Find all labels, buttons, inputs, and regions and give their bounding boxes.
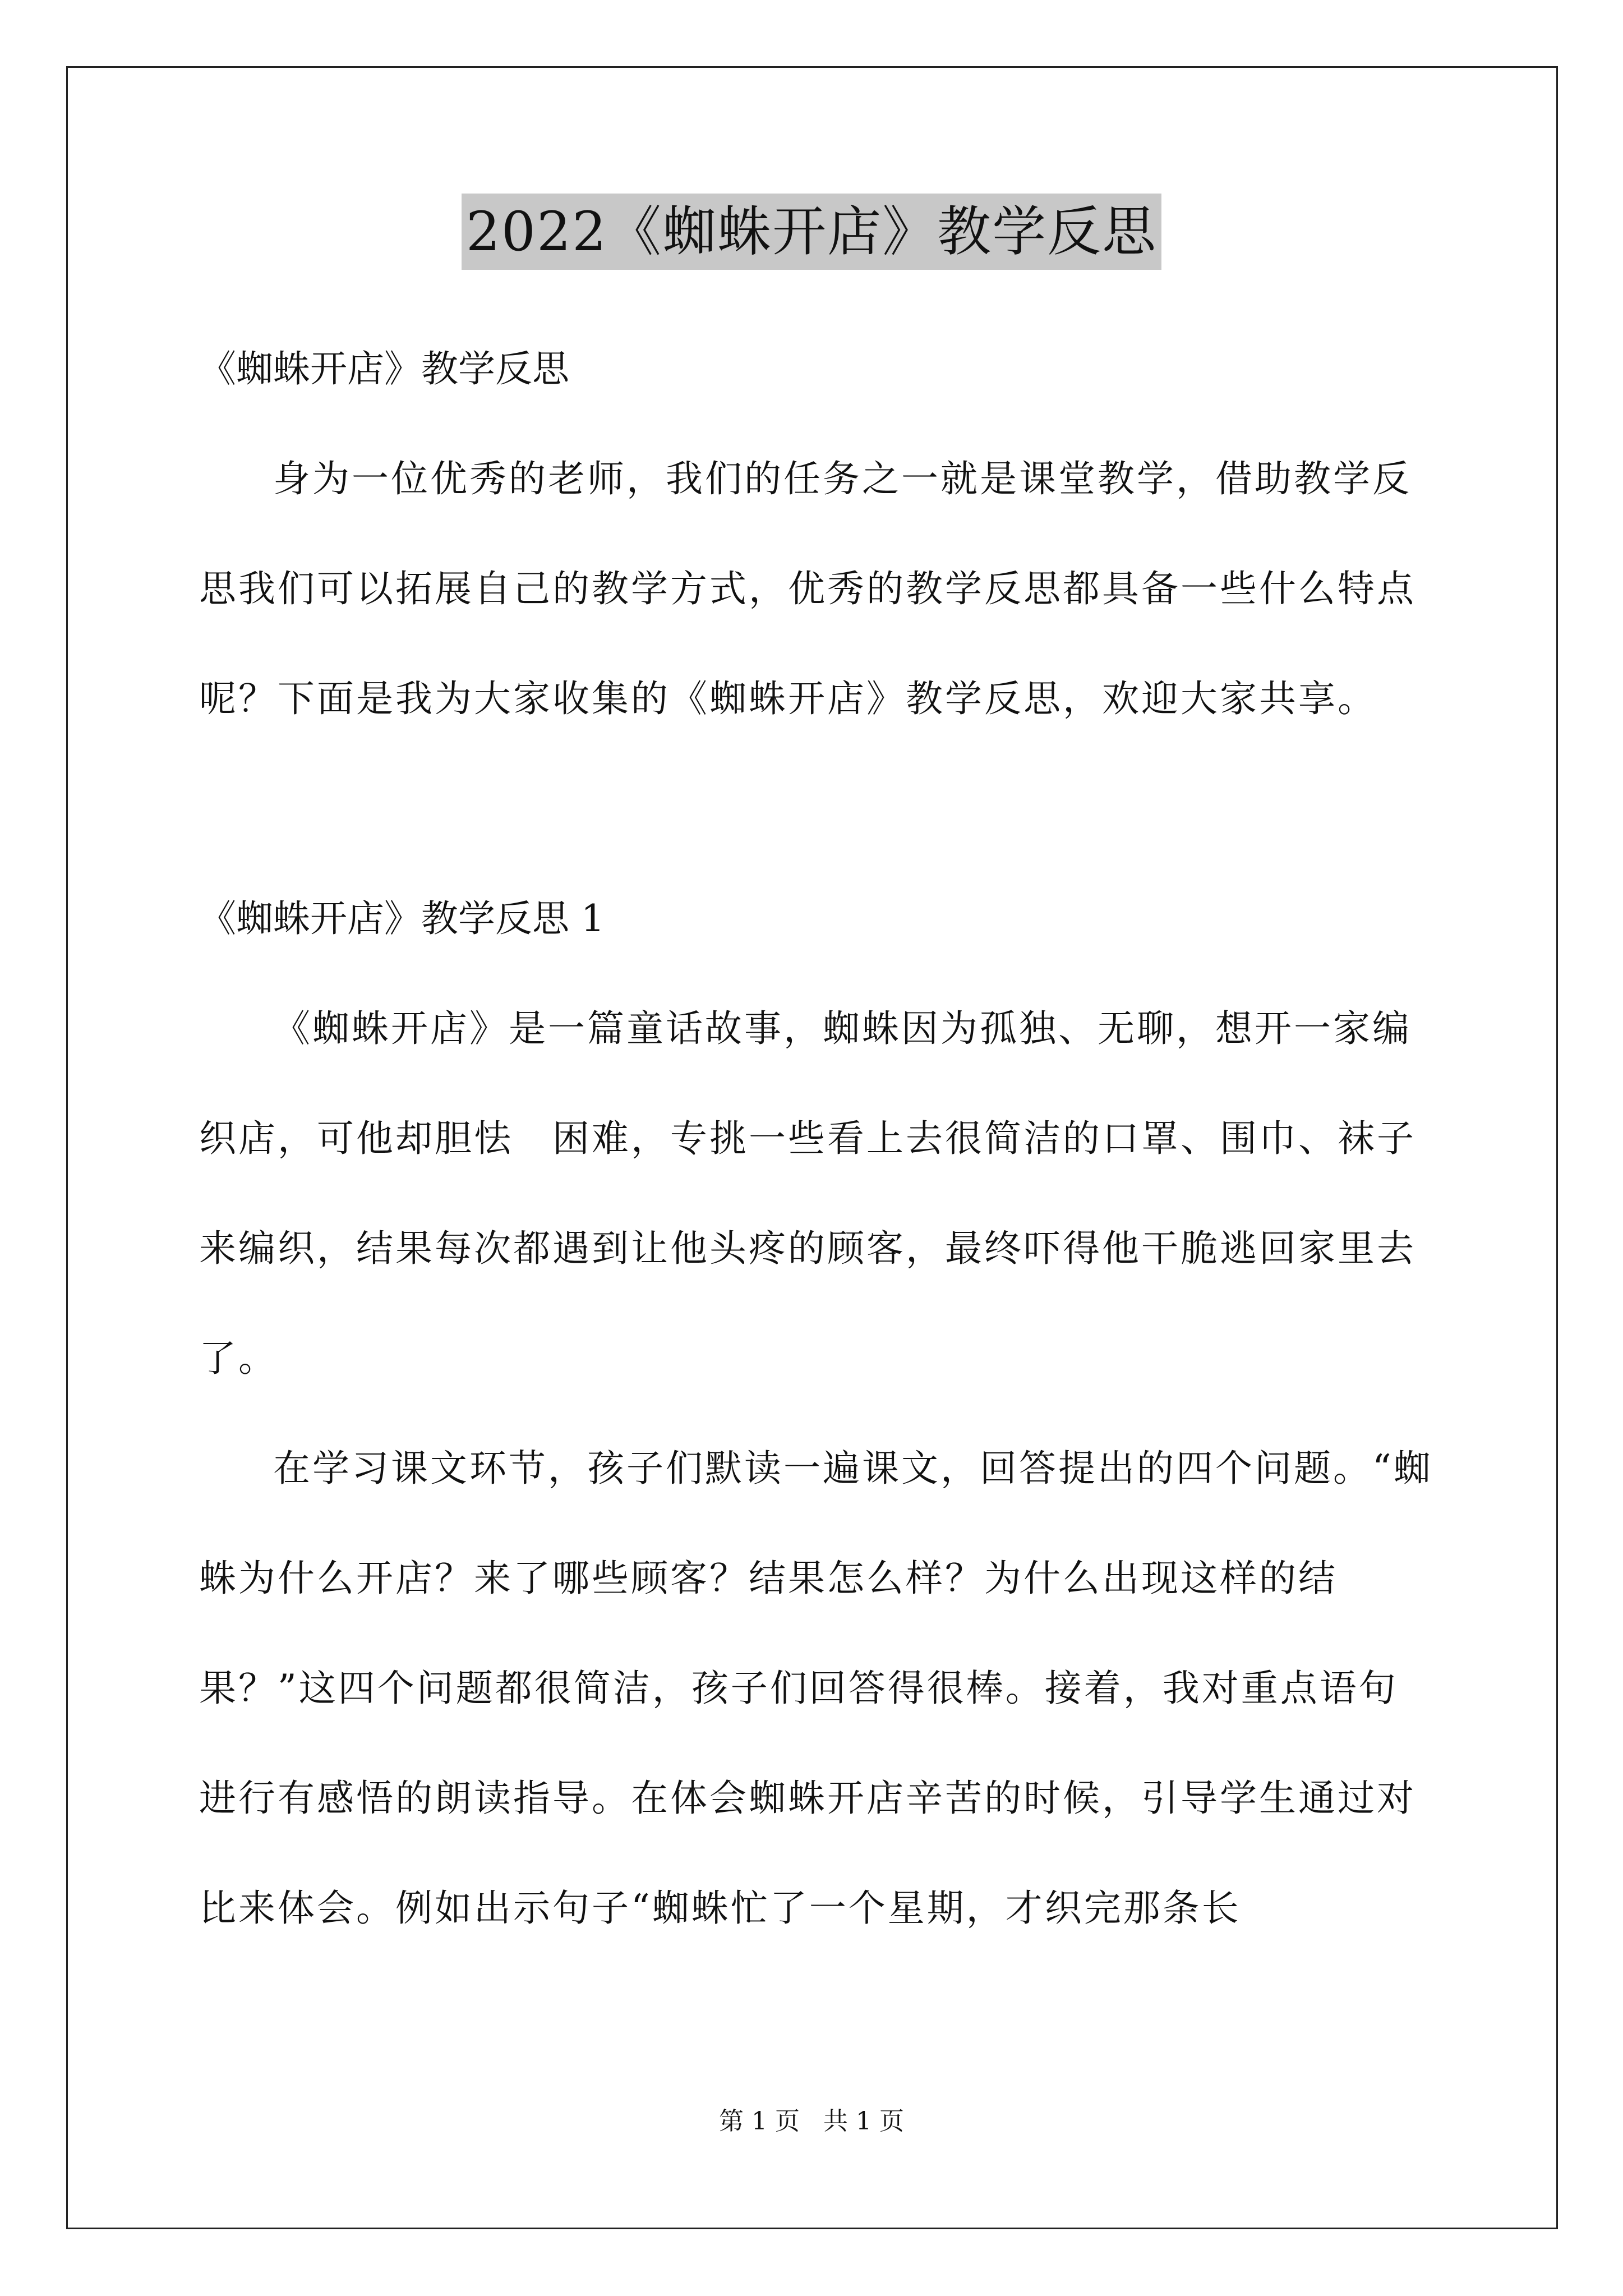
- body-paragraph: 《蜘蛛开店》是一篇童话故事，蜘蛛因为孤独、无聊，想开一家编织店，可他却胆怯 困难，专挑一些看上去很简洁的口罩、围巾、袜子来编织，结果每次都遇到让他头疼的顾客，最终吓得他干脆逃回家里去了。: [199, 1007, 1416, 1380]
- document-subtitle: 《蜘蛛开店》教学反思: [199, 347, 569, 390]
- page-number: 第 1 页: [719, 2107, 800, 2136]
- section-heading: 《蜘蛛开店》教学反思 1: [199, 897, 605, 940]
- intro-paragraph: 身为一位优秀的老师，我们的任务之一就是课堂教学，借助教学反思我们可以拓展自己的教学方式，优秀的教学反思都具备一些什么特点呢？下面是我为大家收集的《蜘蛛开店》教学反思，欢迎大家共享。: [199, 457, 1416, 720]
- document-body: [199, 314, 1433, 1963]
- title-area: [0, 194, 1623, 270]
- page-footer: [0, 2105, 1623, 2138]
- page-total: 共 1 页: [823, 2107, 904, 2136]
- body-paragraph: 在学习课文环节，孩子们默读一遍课文，回答提出的四个问题。“蜘蛛为什么开店？来了哪些顾客？结果怎么样？为什么出现这样的结果？”这四个问题都很简洁，孩子们回答得很棒。接着，我对重点语句进行有感悟的朗读指导。在体会蜘蛛开店辛苦的时候，引导学生通过对比来体会。例如出示句子“蜘蛛忙了一个星期，才织完那条长: [199, 1447, 1433, 1930]
- section-spacer: [199, 754, 1433, 864]
- document-title: 2022《蜘蛛开店》教学反思: [462, 194, 1161, 270]
